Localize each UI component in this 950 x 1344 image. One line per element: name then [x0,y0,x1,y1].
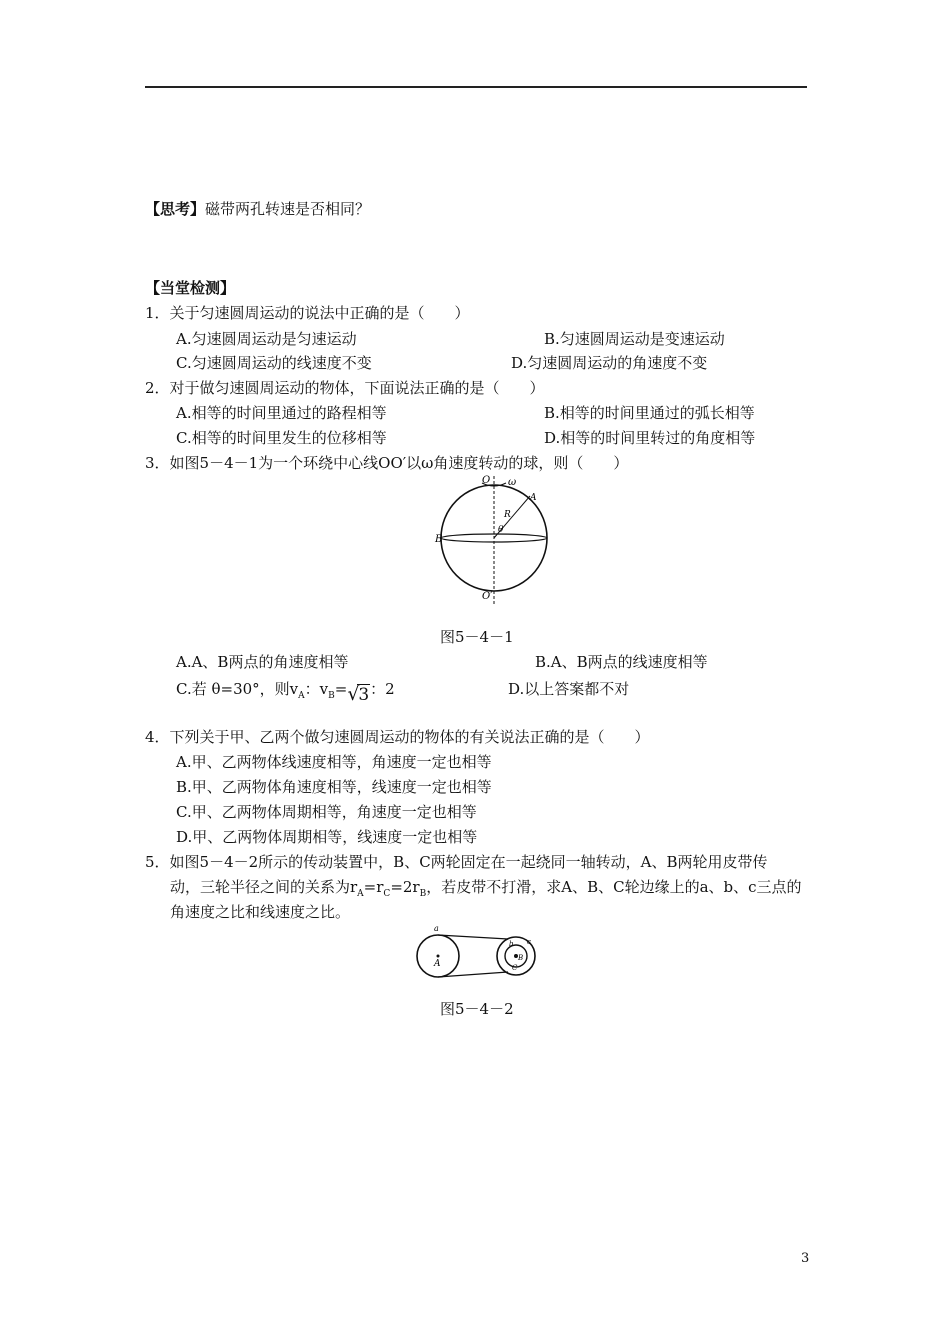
q1-option-a: A.匀速圆周运动是匀速运动 [176,330,357,348]
axle-a [437,955,440,958]
q5-sub-b: B [419,889,427,899]
q3-option-c [176,678,395,705]
header-rule [145,86,807,88]
q5-line2 [170,876,802,899]
q5-line3: 角速度之比和线速度之比。 [170,903,351,921]
page-number: 3 [801,1251,810,1266]
q5-line1: 5．如图5－4－2所示的传动装置中，B、C两轮固定在一起绕同一轴转动，A、B两轮用皮带传 [145,853,768,871]
q5-mid2: =2r [390,878,420,896]
label-o-bottom: O′ [482,591,493,602]
label-b-small: b [509,940,514,948]
label-c-small: c [527,938,531,946]
q3-option-d: D.以上答案都不对 [508,680,630,698]
q3-c-suffix: ：2 [370,680,395,698]
q3-c-sub-a: A [298,691,305,701]
q3-option-b: B.A、B两点的线速度相等 [535,653,708,671]
q3-c-equals: = [334,680,348,698]
label-b: B [435,534,443,545]
label-omega: ω [508,477,517,488]
figure-5-4-2-caption: 图5－4－2 [440,1000,514,1018]
label-theta: θ [498,525,504,535]
q2-option-b: B.相等的时间里通过的弧长相等 [544,404,755,422]
q4-option-c: C.甲、乙两物体周期相等，角速度一定也相等 [176,803,477,821]
label-o-top: O [482,475,491,486]
q2-stem: 2．对于做匀速圆周运动的物体，下面说法正确的是（ ） [145,379,545,397]
sqrt-radicand: 3 [358,685,370,705]
q4-option-a: A.甲、乙两物体线速度相等，角速度一定也相等 [176,753,492,771]
q1-option-c: C.匀速圆周运动的线速度不变 [176,354,372,372]
think-line [145,198,370,219]
q4-option-b: B.甲、乙两物体角速度相等，线速度一定也相等 [176,778,492,796]
think-text: 磁带两孔转速是否相同？ [205,200,371,218]
sqrt-symbol: √ 3 [347,683,370,705]
figure-5-4-1-caption: 图5－4－1 [440,628,514,646]
q2-option-d: D.相等的时间里转过的角度相等 [544,429,756,447]
q5-line2-prefix: 动，三轮半径之间的关系为r [170,878,358,896]
think-label: 【思考】 [145,200,206,218]
q5-sub-a: A [357,889,364,899]
q3-c-sub-b: B [328,691,335,701]
figure-5-4-1 [432,472,557,608]
q3-c-mid: ：v [304,680,329,698]
label-a-center: A [434,959,441,969]
q1-option-d: D.匀速圆周运动的角速度不变 [511,354,708,372]
q2-option-c: C.相等的时间里发生的位移相等 [176,429,387,447]
q5-mid1: =r [363,878,384,896]
section-title: 【当堂检测】 [145,279,236,297]
label-r: R [504,510,511,520]
label-a-small: a [434,924,439,933]
q4-stem: 4．下列关于甲、乙两个做匀速圆周运动的物体的有关说法正确的是（ ） [145,728,650,746]
label-c-center: C [512,964,518,972]
label-b-center: B [518,954,524,962]
q2-option-a: A.相等的时间里通过的路程相等 [176,404,387,422]
figure-5-4-2 [412,922,538,980]
q1-option-b: B.匀速圆周运动是变速运动 [544,330,725,348]
q3-stem: 3．如图5－4－1为一个环绕中心线OO′以ω角速度转动的球，则（ ） [145,454,629,472]
q5-line2-suffix: ，若皮带不打滑，求A、B、C轮边缘上的a、b、c三点的 [426,878,802,896]
label-a: A [530,493,537,503]
q4-option-d: D.甲、乙两物体周期相等，线速度一定也相等 [176,828,478,846]
q3-option-a: A.A、B两点的角速度相等 [176,653,349,671]
q1-stem: 1．关于匀速圆周运动的说法中正确的是（ ） [145,304,470,322]
q3-c-prefix: C.若 θ=30°，则v [176,680,299,698]
q5-sub-c: C [383,889,391,899]
